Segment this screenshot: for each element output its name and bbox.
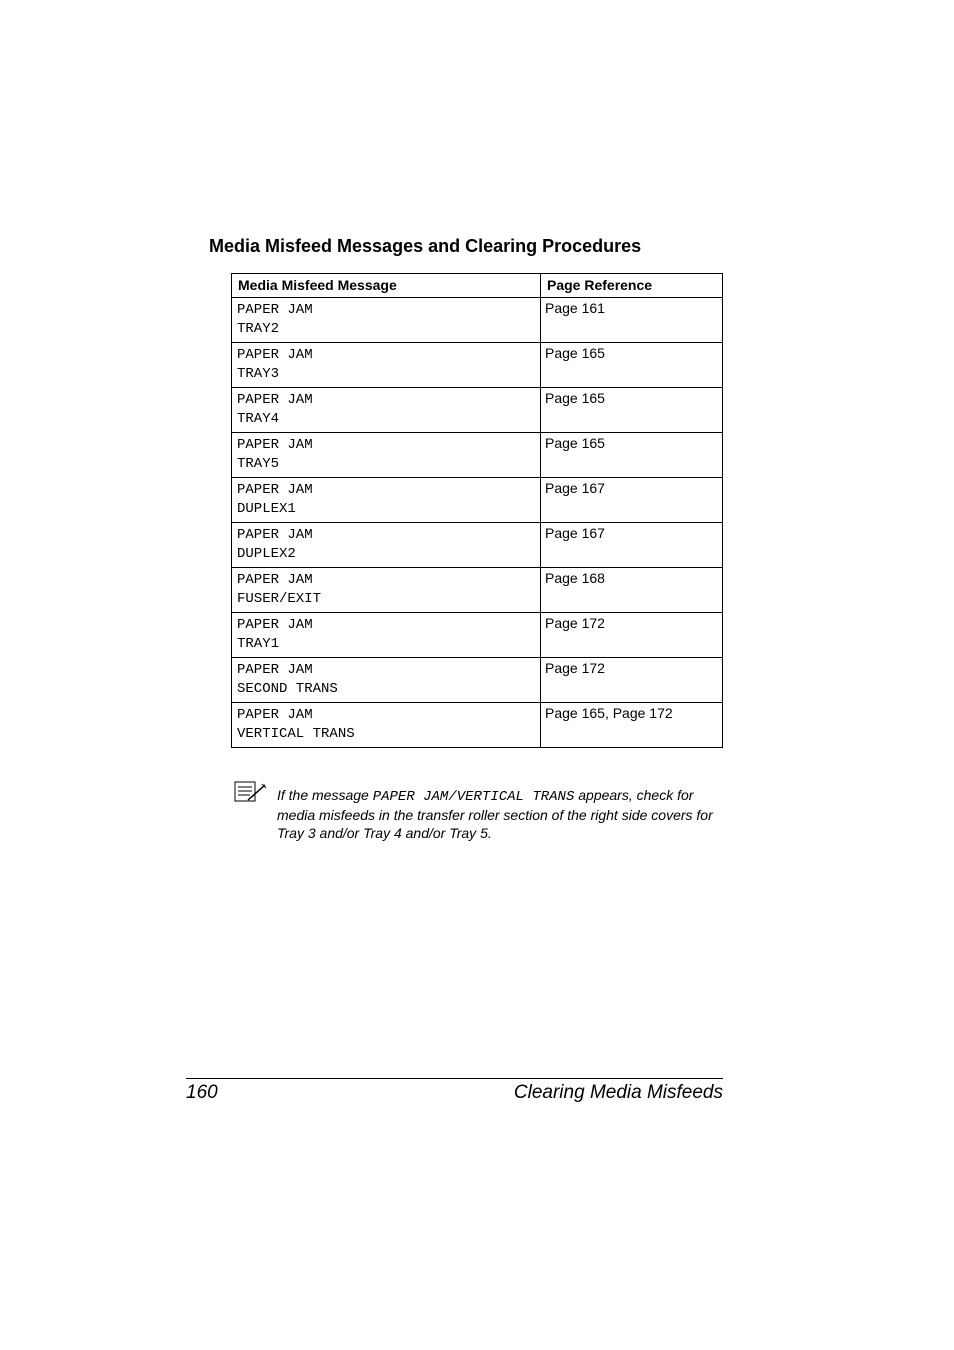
reference-cell [541,568,723,613]
note-text-before: If the message [277,787,373,803]
message-cell [232,523,541,568]
message-line-1: PAPER JAM [237,437,313,453]
message-line-1: PAPER JAM [237,347,313,363]
message-line-1: PAPER JAM [237,572,313,588]
misfeed-table [231,273,723,748]
reference-cell [541,298,723,343]
section-heading: Media Misfeed Messages and Clearing Procedures [209,236,642,256]
message-line-2: DUPLEX2 [237,546,296,562]
message-line-2: TRAY3 [237,366,280,382]
note-pad-icon [234,781,268,803]
page-reference: Page 167 [545,525,605,541]
message-line-1: PAPER JAM [237,662,313,678]
reference-cell [541,613,723,658]
page-reference: Page 165 [545,435,605,451]
page-reference: Page 161 [545,300,605,316]
message-cell [232,343,541,388]
page-reference: Page 172 [545,615,605,631]
message-line-1: PAPER JAM [237,527,313,543]
message-cell [232,568,541,613]
message-cell [232,298,541,343]
message-line-2: SECOND TRANS [237,681,338,697]
reference-cell [541,523,723,568]
page-reference: Page 165, Page 172 [545,705,673,721]
message-line-2: FUSER/EXIT [237,591,322,607]
reference-cell [541,388,723,433]
table-row [232,703,723,748]
chapter-title: Clearing Media Misfeeds [513,1082,723,1103]
table-header-row [232,274,723,298]
table-row [232,568,723,613]
message-line-2: VERTICAL TRANS [237,726,355,742]
table-row [232,613,723,658]
table-row [232,433,723,478]
page-reference: Page 167 [545,480,605,496]
reference-cell [541,658,723,703]
table-row [232,343,723,388]
message-line-1: PAPER JAM [237,482,313,498]
note-text [277,786,727,842]
message-line-2: TRAY5 [237,456,280,472]
page-reference: Page 165 [545,390,605,406]
message-line-1: PAPER JAM [237,617,313,633]
message-cell [232,478,541,523]
table-row [232,298,723,343]
message-line-1: PAPER JAM [237,392,313,408]
page-reference: Page 165 [545,345,605,361]
table-row [232,523,723,568]
table-row [232,388,723,433]
message-line-2: DUPLEX1 [237,501,296,517]
message-line-2: TRAY1 [237,636,280,652]
note-text-after: appears, check for media misfeeds in the transfer roller section of the right side covers for Tray 3 and/or Tray 4 and/or Tray 5. [277,787,713,841]
footer-rule [186,1078,723,1079]
column-header-reference: Page Reference [541,274,723,298]
message-cell [232,703,541,748]
page-reference: Page 168 [545,570,605,586]
message-line-2: TRAY2 [237,321,280,337]
message-line-1: PAPER JAM [237,302,313,318]
message-cell [232,433,541,478]
message-line-2: TRAY4 [237,411,280,427]
message-line-1: PAPER JAM [237,707,313,723]
reference-cell [541,478,723,523]
page-number: 160 [186,1082,218,1103]
reference-cell [541,433,723,478]
table-row [232,658,723,703]
message-cell [232,388,541,433]
column-header-message: Media Misfeed Message [232,274,541,298]
table-row [232,478,723,523]
message-cell [232,658,541,703]
note-code: PAPER JAM/VERTICAL TRANS [372,789,575,805]
reference-cell [541,343,723,388]
page-reference: Page 172 [545,660,605,676]
message-cell [232,613,541,658]
reference-cell [541,703,723,748]
